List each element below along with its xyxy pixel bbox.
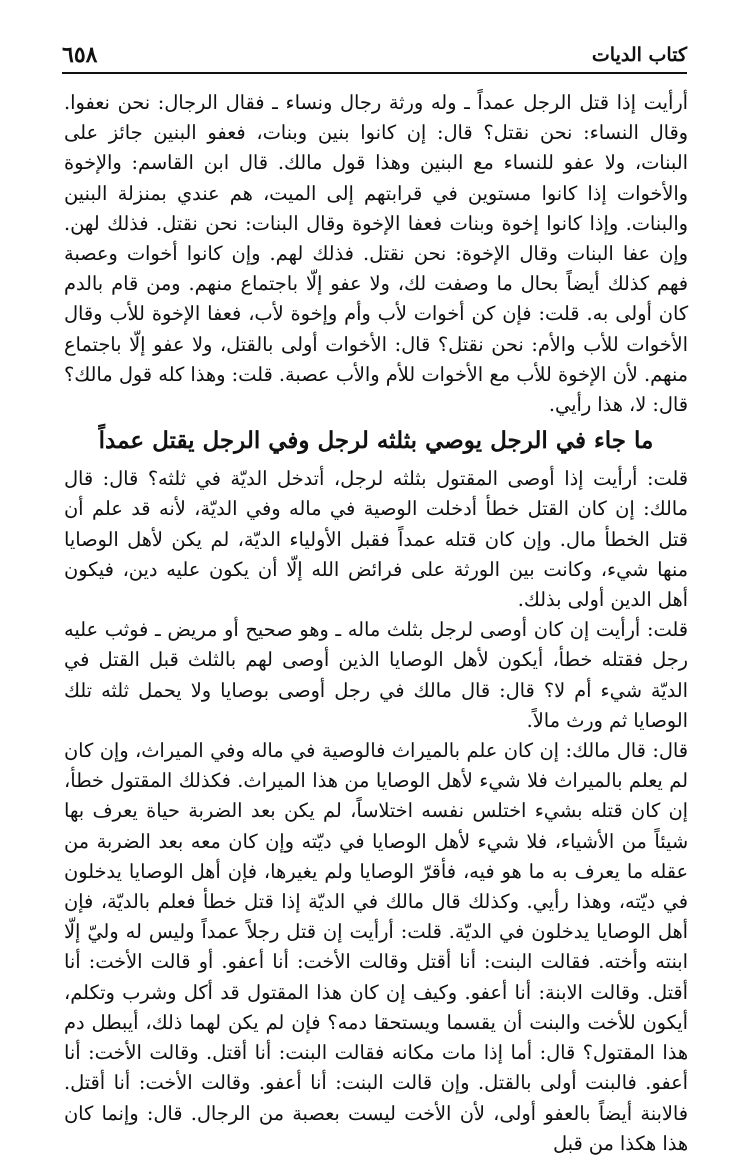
page-number: ٦٥٨ (62, 42, 98, 68)
page-header (62, 42, 687, 74)
running-title: كتاب الديات (591, 44, 687, 66)
paragraph: أرأيت إذا قتل الرجل عمداً ـ وله ورثة رجال ونساء ـ فقال الرجال: نحن نعفوا. وقال النساء: نحن نقتل؟ قال: إن كانوا بنين وبنات، فعفو البنين جائز على البنات، ولا عفو للنساء مع البنين وهذا قول مالك. قال ابن القاسم: والإخوة والأخوات إذا كانوا مستوين في قرابتهم إلى الميت، هم عندي بمنزلة البنين والبنات. وإذا كانوا إخوة وبنات فعفا الإخوة وقال البنات: نحن نقتل. فذلك لهن. وإن عفا البنات وقال الإخوة: نحن نقتل. فذلك لهم. وإن كانوا أخوات وعصبة فهم كذلك أيضاً بحال ما وصفت لك، ولا عفو إلّا باجتماع منهم. ومن قام بالدم كان أولى به. قلت: فإن كن أخوات لأب وأم وإخوة لأب، فعفا الإخوة للأب وقال الأخوات للأب والأم: نحن نقتل؟ قال: الأخوات أولى بالقتل، ولا عفو إلّا باجتماع منهم. لأن الإخوة للأب مع الأخوات للأم والأب عصبة. قلت: وهذا كله قول مالك؟ قال: لا، هذا رأيي. (64, 91, 688, 417)
body-text (64, 88, 688, 1159)
paragraph: قلت: أرأيت إن كان أوصى لرجل بثلث ماله ـ وهو صحيح أو مريض ـ فوثب عليه رجل فقتله خطأ، أيكون لأهل الوصايا الذين أوصى لهم بالثلث قبل القتل في الديّة شيء أم لا؟ قال: قال مالك في رجل أوصى بوصايا ولا يحمل ثلثه تلك الوصايا ثم ورث مالاً. (64, 618, 688, 732)
section-heading: ما جاء في الرجل يوصي بثلثه لرجل وفي الرجل يقتل عمداً (98, 427, 654, 455)
paragraph: قلت: أرأيت إذا أوصى المقتول بثلثه لرجل، أتدخل الديّة في ثلثه؟ قال: قال مالك: إن كان القتل خطأ أدخلت الوصية في ماله وفي الديّة، لأنه قد علم أن قتل الخطأ مال. وإن كان قتله عمداً فقبل الأولياء الديّة، لم يكن لأهل الوصايا منها شيء، وكانت بين الورثة على فرائض الله إلّا أن يكون عليه دين، فيكون أهل الدين أولى بذلك. (64, 467, 688, 612)
paragraph: قال: قال مالك: إن كان علم بالميراث فالوصية في ماله وفي الميراث، وإن كان لم يعلم بالميراث فلا شيء لأهل الوصايا من هذا الميراث. فكذلك المقتول خطأ، إن كان قتله بشيء اختلس نفسه اختلاساً، لم يكن بعد الضربة حياة يعرف بها شيئاً من الأشياء، فلا شيء لأهل الوصايا في ديّته وإن كان معه بعد الضربة من عقله ما يعرف به ما هو فيه، فأقرّ الوصايا ولم يغيرها، فإن أهل الوصايا يدخلون في ديّته، وهذا رأيي. وكذلك قال مالك في الديّة إذا قتل خطأ فعلم بالديّة، فإن أهل الوصايا يدخلون في الديّة. قلت: أرأيت إن قتل رجلاً عمداً وليس له وليّ إلّا ابنته وأخته. فقالت البنت: أنا أقتل وقالت الأخت: أنا أعفو. أو قالت الأخت: أنا أقتل. وقالت الابنة: أنا أعفو. وكيف إن كان هذا المقتول قد أكل وشرب وتكلم، أيكون للأخت والبنت أن يقسما ويستحقا دمه؟ فإن لم يكن لهما ذلك، أيبطل دم هذا المقتول؟ قال: أما إذا مات مكانه فقالت البنت: أنا أقتل. وقالت الأخت: أنا أعفو. فالبنت أولى بالقتل. وإن قالت البنت: أنا أعفو. وقالت الأخت: أنا أقتل. فالابنة أيضاً بالعفو أولى، لأن الأخت ليست بعصبة من الرجال. قال: وإنما كان هذا هكذا من قبل (64, 739, 688, 1155)
